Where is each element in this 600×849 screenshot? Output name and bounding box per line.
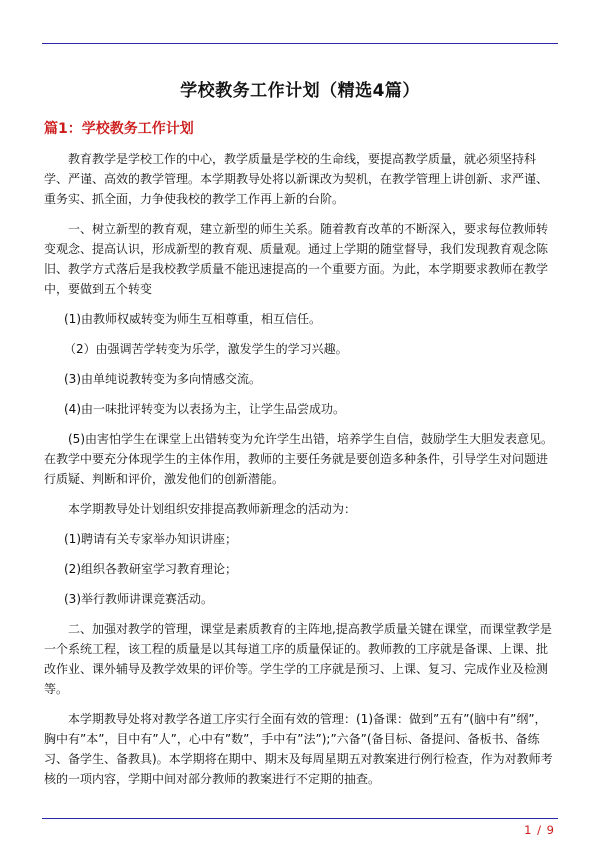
paragraph-section-two: 二、加强对教学的管理，课堂是素质教育的主阵地,提高教学质量关键在课堂，而课堂教学是一个系统工程，该工程的质量是以其每道工序的质量保证的。教师教的工序就是备课、上课、批改作业、课外辅导及教学效果的评价等。学生学的工序就是预习、上课、复习、完成作业及检测等。 xyxy=(44,622,552,696)
footer-rule xyxy=(42,818,558,819)
list-item: (1)由教师权威转变为师生互相尊重，相互信任。 xyxy=(64,312,321,326)
paragraph-management: 本学期教导处将对教学各道工序实行全面有效的管理：(1)备课：做到”五有”(脑中有”纲”，胸中有”本”，目中有”人”，心中有”数”，手中有”法”);”六备”(备目标、备提问、备板书、备练习、备学生、备教具)。本学期将在期中、期末及每周星期五对教案进行例行检查，作为对教师考核的一项内容，学期中间对部分教师的教案进行不定期的抽查。 xyxy=(44,712,553,786)
list-item: (4)由一味批评转变为以表扬为主，让学生品尝成功。 xyxy=(64,402,346,416)
list-item: (3)举行教师讲课竞赛活动。 xyxy=(64,592,213,606)
list-item: (2)组织各教研室学习教育理论； xyxy=(64,562,237,576)
paragraph-intro: 教育教学是学校工作的中心，教学质量是学校的生命线，要提高教学质量，就必须坚持科学、严谨、高效的教学管理。本学期教导处将以新课改为契机，在教学管理上讲创新、求严谨、重务实、抓全面，力争使我校的教学工作再上新的台阶。 xyxy=(44,152,549,206)
list-item: (3)由单纯说教转变为多向情感交流。 xyxy=(64,372,261,386)
list-item: (1)聘请有关专家举办知识讲座； xyxy=(64,532,237,546)
list-item: （2）由强调苦学转变为乐学，激发学生的学习兴趣。 xyxy=(64,342,348,356)
document-body xyxy=(44,149,556,789)
page-number: 1 / 9 xyxy=(524,823,555,837)
header-rule xyxy=(42,43,558,44)
document-title: 学校教务工作计划（精选4篇） xyxy=(180,81,420,101)
section-heading: 篇1：学校教务工作计划 xyxy=(44,121,194,137)
paragraph-activities: 本学期教导处计划组织安排提高教师新理念的活动为： xyxy=(68,502,357,516)
paragraph-section-one: 一、树立新型的教育观，建立新型的师生关系。随着教育改革的不断深入，要求每位教师转变观念、提高认识，形成新型的教育观、质量观。通过上学期的随堂督导，我们发现教育观念陈旧、教学方式落后是我校教学质量不能迅速提高的一个重要方面。为此，本学期要求教师在教学中，要做到五个转变 xyxy=(44,222,549,296)
list-item: (5)由害怕学生在课堂上出错转变为允许学生出错，培养学生自信，鼓励学生大胆发表意见。在教学中要充分体现学生的主体作用，教师的主要任务就是要创造多种条件，引导学生对问题进行质疑、判断和评价，激发他们的创新潜能。 xyxy=(44,432,554,486)
